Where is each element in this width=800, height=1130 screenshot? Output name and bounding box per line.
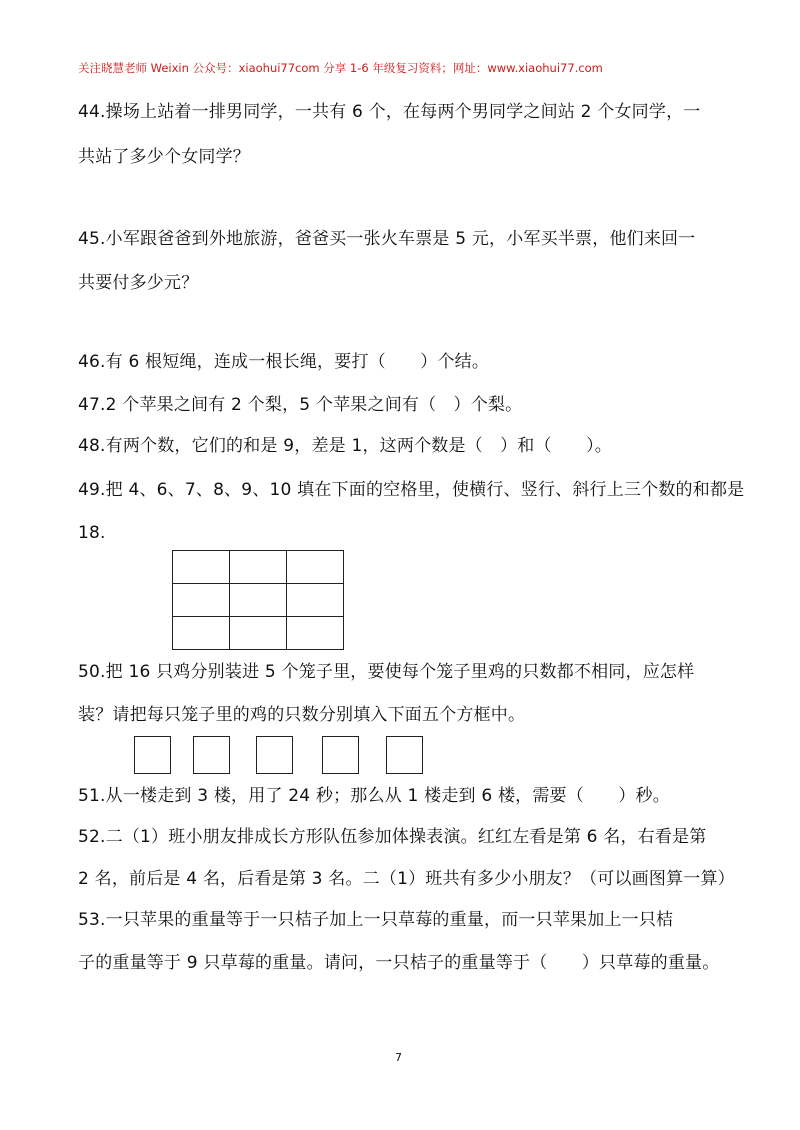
question-50-line2: 装？请把每只笼子里的鸡的只数分别填入下面五个方框中。 [78, 705, 526, 725]
page-header-watermark: 关注晓慧老师 Weixin 公众号：xiaohui77com 分享 1-6 年级复习资料；网址：www.xiaohui77.com [78, 61, 603, 75]
grid-cell[interactable] [287, 551, 344, 584]
answer-box-4[interactable] [322, 736, 359, 774]
question-52-line1: 52.二（1）班小朋友排成长方形队伍参加体操表演。红红左看是第 6 名，右看是第 [78, 827, 707, 847]
grid-cell[interactable] [287, 617, 344, 650]
question-53-line1: 53.一只苹果的重量等于一只桔子加上一只草莓的重量，而一只苹果加上一只桔 [78, 910, 674, 930]
question-52-line2: 2 名，前后是 4 名，后看是第 3 名。二（1）班共有多少小朋友？（可以画图算一算） [78, 869, 735, 889]
question-49-line2: 18. [78, 523, 106, 543]
grid-cell[interactable] [230, 617, 287, 650]
magic-square-grid [172, 550, 344, 650]
question-48: 48.有两个数，它们的和是 9，差是 1，这两个数是（ ）和（ ）。 [78, 436, 612, 456]
question-45-line2: 共要付多少元？ [78, 273, 199, 293]
question-46: 46.有 6 根短绳，连成一根长绳，要打（ ）个结。 [78, 352, 490, 372]
question-47: 47.2 个苹果之间有 2 个梨，5 个苹果之间有（ ）个梨。 [78, 395, 523, 415]
question-53-line2: 子的重量等于 9 只草莓的重量。请问，一只桔子的重量等于（ ）只草莓的重量。 [78, 953, 720, 973]
grid-cell[interactable] [230, 584, 287, 617]
grid-cell[interactable] [173, 551, 230, 584]
question-50-line1: 50.把 16 只鸡分别装进 5 个笼子里，要使每个笼子里鸡的只数都不相同，应怎样 [78, 662, 695, 682]
grid-row [173, 551, 344, 584]
page-number: 7 [395, 1051, 402, 1064]
answer-box-3[interactable] [256, 736, 293, 774]
grid-cell[interactable] [230, 551, 287, 584]
question-51: 51.从一楼走到 3 楼，用了 24 秒；那么从 1 楼走到 6 楼，需要（ ）秒。 [78, 786, 670, 806]
question-44-line2: 共站了多少个女同学？ [78, 147, 250, 167]
grid-row [173, 584, 344, 617]
question-49-line1: 49.把 4、6、7、8、9、10 填在下面的空格里，使横行、竖行、斜行上三个数的和都是 [78, 480, 745, 500]
grid-row [173, 617, 344, 650]
answer-box-1[interactable] [134, 736, 171, 774]
grid-cell[interactable] [173, 584, 230, 617]
question-45-line1: 45.小军跟爸爸到外地旅游，爸爸买一张火车票是 5 元，小军买半票，他们来回一 [78, 229, 696, 249]
grid-cell[interactable] [287, 584, 344, 617]
answer-box-5[interactable] [386, 736, 423, 774]
question-44-line1: 44.操场上站着一排男同学，一共有 6 个，在每两个男同学之间站 2 个女同学，一 [78, 102, 701, 122]
grid-cell[interactable] [173, 617, 230, 650]
answer-box-2[interactable] [193, 736, 230, 774]
